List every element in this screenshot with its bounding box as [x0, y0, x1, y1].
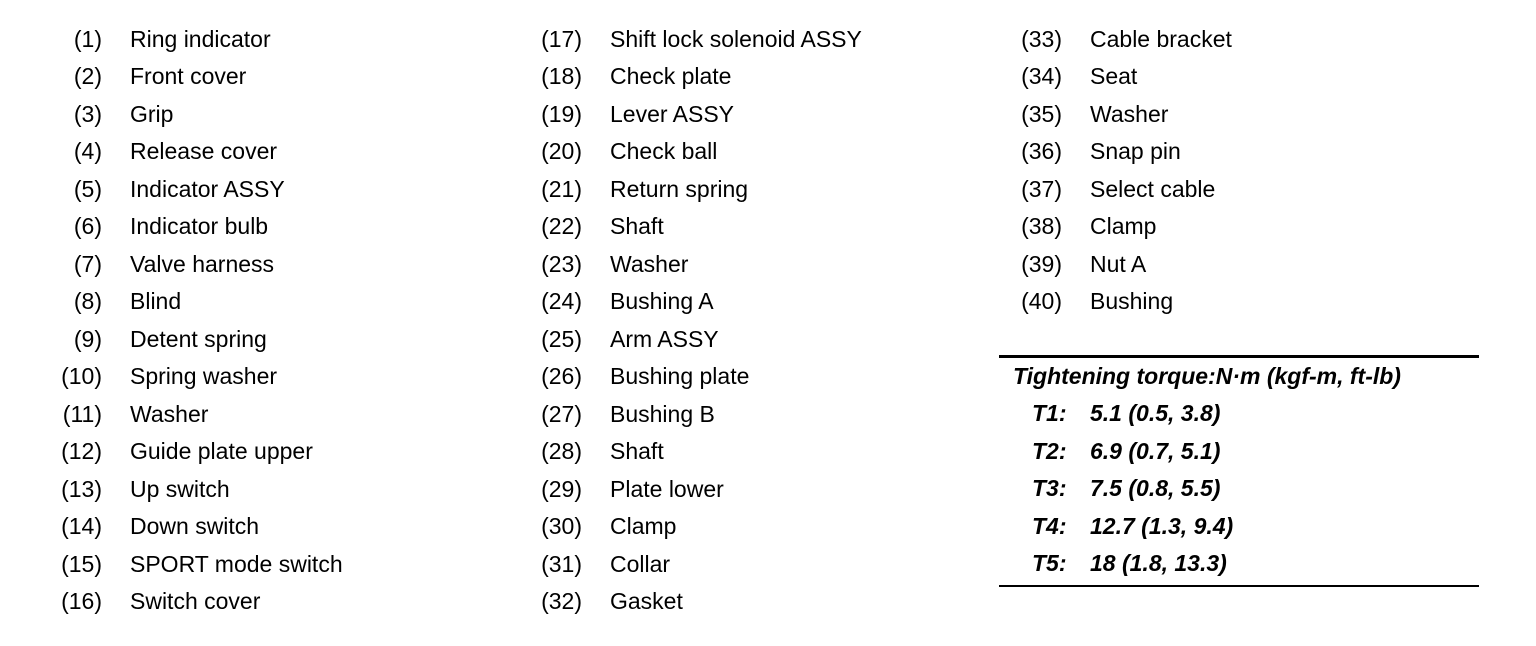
part-number: (40): [1021, 288, 1062, 315]
part-number: (26): [541, 363, 582, 390]
torque-row: [999, 470, 1479, 507]
part-name: Return spring: [610, 175, 749, 202]
torque-code: T2:: [1032, 437, 1067, 464]
torque-code: T4:: [1032, 512, 1067, 539]
part-name: Snap pin: [1090, 138, 1181, 165]
part-number: (17): [541, 26, 582, 52]
part-name: Clamp: [1090, 213, 1157, 240]
part-name: Lever ASSY: [610, 100, 735, 127]
part-number: (33): [1021, 26, 1062, 52]
torque-code: T1:: [1032, 400, 1067, 427]
part-number: (18): [541, 63, 582, 90]
part-name: Washer: [130, 400, 209, 427]
part-number: (9): [73, 325, 102, 352]
part-name: SPORT mode switch: [130, 550, 343, 577]
part-number: (15): [61, 550, 102, 577]
part-number: (8): [73, 288, 102, 315]
part-name: Indicator bulb: [130, 213, 269, 240]
part-number: (1): [73, 26, 102, 52]
torque-value: 5.1 (0.5, 3.8): [1090, 400, 1221, 427]
part-name: Detent spring: [130, 325, 267, 352]
part-number: (5): [73, 175, 102, 202]
part-name: Bushing: [1090, 288, 1174, 315]
part-number: (28): [541, 438, 582, 465]
part-name: Cable bracket: [1090, 26, 1232, 52]
part-name: Grip: [130, 100, 174, 127]
part-number: (22): [541, 213, 582, 240]
part-number: (3): [73, 100, 102, 127]
part-name: Washer: [610, 250, 689, 277]
torque-table-spacer: [999, 583, 1479, 585]
part-number: (12): [61, 438, 102, 465]
torque-value: 12.7 (1.3, 9.4): [1090, 512, 1234, 539]
part-name: Shaft: [610, 438, 664, 465]
part-name: Indicator ASSY: [130, 175, 285, 202]
torque-row: [999, 395, 1479, 432]
part-name: Check ball: [610, 138, 718, 165]
tightening-torque-table: [999, 355, 1479, 587]
part-number: (31): [541, 550, 582, 577]
torque-code: T3:: [1032, 475, 1067, 502]
part-number: (6): [73, 213, 102, 240]
part-number: (32): [541, 588, 582, 615]
part-number: (37): [1021, 175, 1062, 202]
part-number: (30): [541, 513, 582, 540]
part-name: Down switch: [130, 513, 260, 540]
part-name: Release cover: [130, 138, 278, 165]
part-name: Ring indicator: [130, 26, 271, 52]
part-number: (19): [541, 100, 582, 127]
part-number: (23): [541, 250, 582, 277]
part-name: Gasket: [610, 588, 683, 615]
part-name: Bushing plate: [610, 363, 750, 390]
part-name: Up switch: [130, 475, 230, 502]
part-name: Bushing A: [610, 288, 714, 315]
part-name: Check plate: [610, 63, 732, 90]
part-number: (27): [541, 400, 582, 427]
part-name: Collar: [610, 550, 671, 577]
part-name: Arm ASSY: [610, 325, 719, 352]
part-name: Select cable: [1090, 175, 1216, 202]
part-number: (2): [73, 63, 102, 90]
part-number: (20): [541, 138, 582, 165]
part-name: Clamp: [610, 513, 677, 540]
part-name: Valve harness: [130, 250, 275, 277]
part-number: (38): [1021, 213, 1062, 240]
part-name: Blind: [130, 288, 182, 315]
part-name: Nut A: [1090, 250, 1147, 277]
torque-row: [999, 433, 1479, 470]
part-name: Guide plate upper: [130, 438, 313, 465]
part-number: (29): [541, 475, 582, 502]
part-number: (36): [1021, 138, 1062, 165]
part-number: (10): [61, 363, 102, 390]
part-number: (7): [73, 250, 102, 277]
part-number: (39): [1021, 250, 1062, 277]
torque-row: [999, 545, 1479, 582]
part-number: (35): [1021, 100, 1062, 127]
part-number: (11): [62, 400, 102, 427]
torque-value: 18 (1.8, 13.3): [1090, 550, 1227, 577]
part-name: Switch cover: [130, 588, 261, 615]
part-number: (13): [61, 475, 102, 502]
part-name: Front cover: [130, 63, 247, 90]
torque-code: T5:: [1032, 550, 1067, 577]
part-name: Plate lower: [610, 475, 724, 502]
part-name: Shift lock solenoid ASSY: [610, 26, 862, 52]
part-number: (21): [541, 175, 582, 202]
torque-value: 6.9 (0.7, 5.1): [1090, 437, 1221, 464]
torque-row: [999, 508, 1479, 545]
part-number: (25): [541, 325, 582, 352]
part-name: Shaft: [610, 213, 664, 240]
part-number: (14): [61, 513, 102, 540]
part-number: (34): [1021, 63, 1062, 90]
part-number: (24): [541, 288, 582, 315]
part-number: (16): [61, 588, 102, 615]
part-name: Bushing B: [610, 400, 715, 427]
torque-table-title: Tightening torque:N·m (kgf-m, ft-lb): [1013, 363, 1401, 389]
part-number: (4): [73, 138, 102, 165]
part-name: Spring washer: [130, 363, 278, 390]
torque-value: 7.5 (0.8, 5.5): [1090, 475, 1221, 502]
part-name: Seat: [1090, 63, 1138, 90]
part-name: Washer: [1090, 100, 1169, 127]
